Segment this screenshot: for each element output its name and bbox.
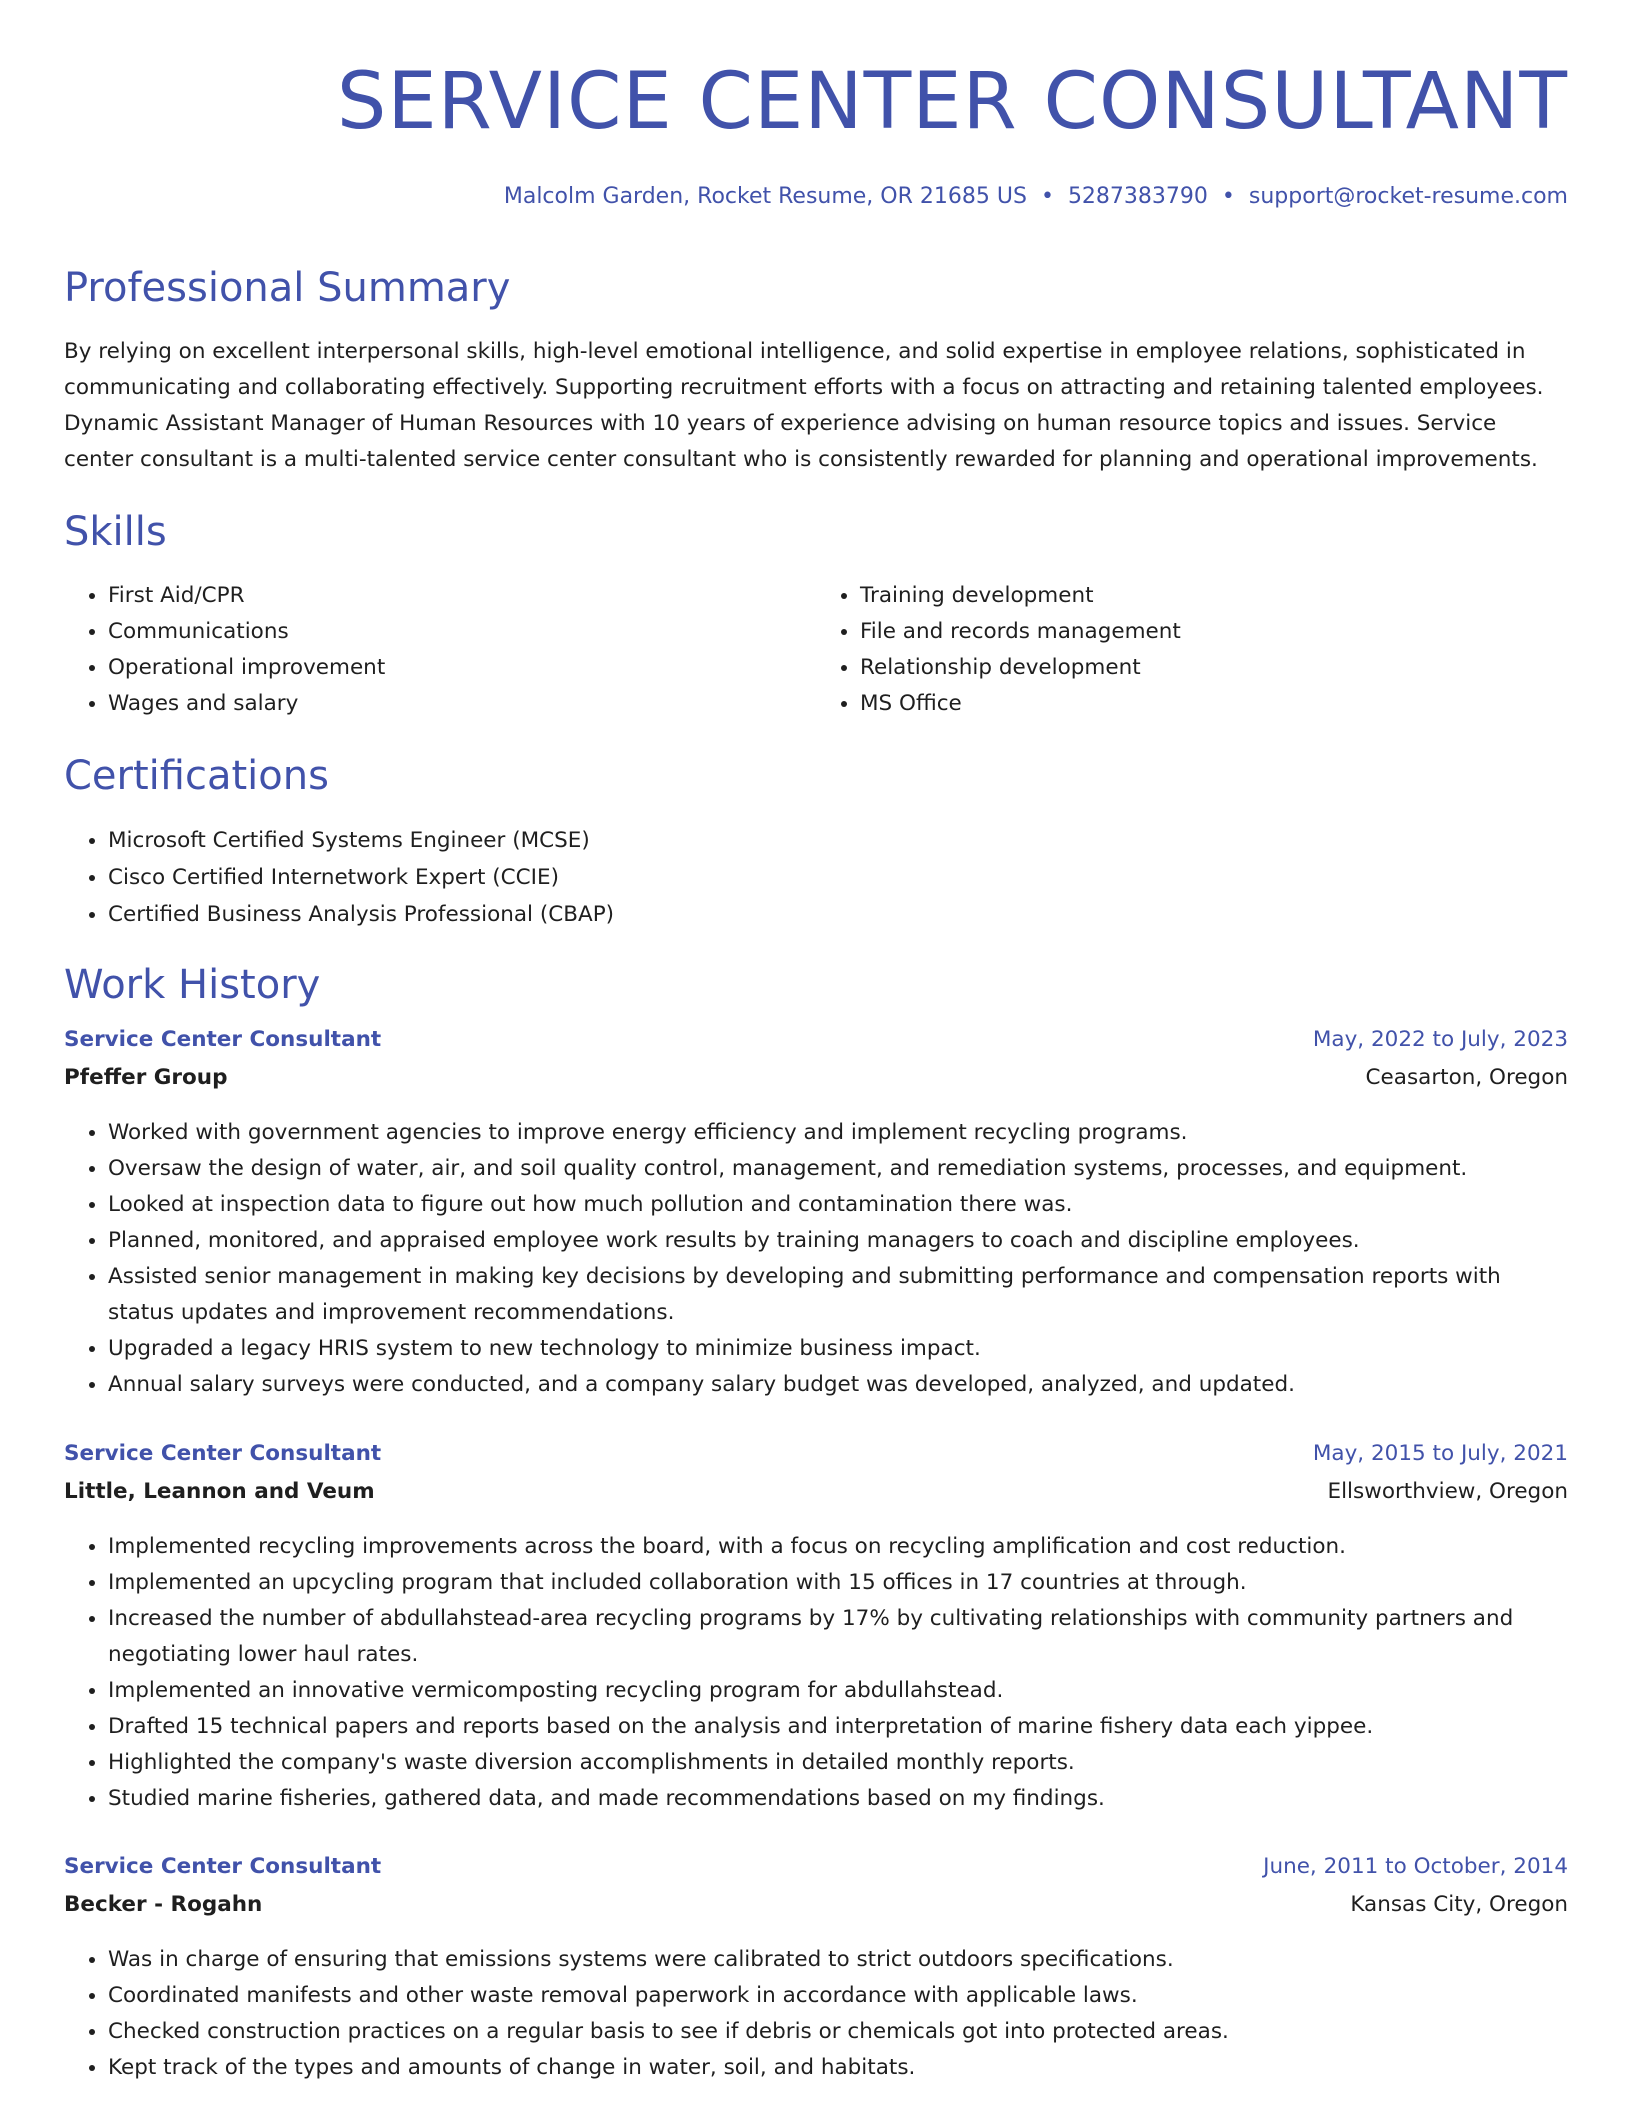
contact-phone: 5287383790 (1067, 184, 1208, 209)
job-bullet: • Increased the number of abdullahstead-area recycling programs by 17% by cultivating relationships with community partners and negotiating lower haul rates. (108, 1601, 1568, 1673)
job-company: Becker - Rogahn (64, 1892, 263, 1917)
job-bullet: • Coordinated manifests and other waste removal paperwork in accordance with applicable laws. (108, 1978, 1568, 2014)
job-bullets (64, 1115, 1568, 1403)
skill-item: • Communications (108, 614, 816, 650)
job-header-row (64, 1435, 1568, 1473)
certification-item: • Certified Business Analysis Professional (CBAP) (108, 896, 614, 933)
contact-separator: • (1040, 184, 1054, 209)
job-bullet: • Drafted 15 technical papers and reports based on the analysis and interpretation of marine fishery data each yippee. (108, 1709, 1568, 1745)
job-entry (64, 1435, 1568, 1817)
contact-line (64, 182, 1568, 212)
skill-item: • Relationship development (860, 650, 1568, 686)
skills-heading: Skills (64, 509, 167, 555)
job-entry (64, 1021, 1568, 1403)
job-bullet: • Implemented recycling improvements across the board, with a focus on recycling amplification and cost reduction. (108, 1529, 1568, 1565)
job-bullet: • Annual salary surveys were conducted, and a company salary budget was developed, analyzed, and updated. (108, 1367, 1568, 1403)
job-dates: June, 2011 to October, 2014 (1263, 1854, 1568, 1879)
job-bullet: • Worked with government agencies to improve energy efficiency and implement recycling programs. (108, 1115, 1568, 1151)
skills-column-right (816, 578, 1568, 722)
work-history-heading: Work History (64, 962, 321, 1008)
job-title: Service Center Consultant (64, 1027, 382, 1052)
skill-item: • Operational improvement (108, 650, 816, 686)
job-location: Ceasarton, Oregon (1365, 1065, 1568, 1090)
job-bullets (64, 1529, 1568, 1817)
job-company-row (64, 1473, 1568, 1511)
contact-separator: • (1221, 184, 1235, 209)
job-company: Pfeffer Group (64, 1065, 228, 1090)
job-bullet: • Was in charge of ensuring that emissions systems were calibrated to strict outdoors specifications. (108, 1942, 1568, 1978)
job-bullet: • Kept track of the types and amounts of change in water, soil, and habitats. (108, 2050, 1568, 2086)
skill-item: • Wages and salary (108, 686, 816, 722)
job-bullet: • Upgraded a legacy HRIS system to new technology to minimize business impact. (108, 1331, 1568, 1367)
skill-item: • First Aid/CPR (108, 578, 816, 614)
candidate-title: SERVICE CENTER CONSULTANT (336, 57, 1568, 147)
job-bullet: • Implemented an upcycling program that included collaboration with 15 offices in 17 countries at through. (108, 1565, 1568, 1601)
job-header-row (64, 1848, 1568, 1886)
certifications-list (64, 822, 614, 933)
resume-header (64, 0, 1568, 212)
job-company-row (64, 1886, 1568, 1924)
job-header-row (64, 1021, 1568, 1059)
certification-item: • Cisco Certified Internetwork Expert (CCIE) (108, 859, 614, 896)
job-location: Kansas City, Oregon (1350, 1892, 1568, 1917)
skill-item: • File and records management (860, 614, 1568, 650)
contact-email: support@rocket-resume.com (1248, 184, 1568, 209)
job-bullet: • Assisted senior management in making key decisions by developing and submitting performance and compensation reports with status updates and improvement recommendations. (108, 1259, 1568, 1331)
certifications-heading: Certifications (64, 753, 329, 799)
job-bullets (64, 1942, 1568, 2086)
contact-address: Malcolm Garden, Rocket Resume, OR 21685 US (503, 184, 1027, 209)
job-title: Service Center Consultant (64, 1854, 382, 1879)
job-company-row (64, 1059, 1568, 1097)
job-dates: May, 2015 to July, 2021 (1312, 1441, 1568, 1466)
job-dates: May, 2022 to July, 2023 (1312, 1027, 1568, 1052)
skills-column-left (64, 578, 816, 722)
summary-heading: Professional Summary (64, 265, 511, 311)
job-bullet: • Implemented an innovative vermicomposting recycling program for abdullahstead. (108, 1673, 1568, 1709)
job-bullet: • Looked at inspection data to figure out how much pollution and contamination there was. (108, 1187, 1568, 1223)
job-bullet: • Checked construction practices on a regular basis to see if debris or chemicals got into protected areas. (108, 2014, 1568, 2050)
job-bullet: • Highlighted the company's waste diversion accomplishments in detailed monthly reports. (108, 1745, 1568, 1781)
skill-item: • MS Office (860, 686, 1568, 722)
skill-item: • Training development (860, 578, 1568, 614)
job-bullet: • Oversaw the design of water, air, and soil quality control, management, and remediation systems, processes, and equipment. (108, 1151, 1568, 1187)
job-bullet: • Studied marine fisheries, gathered data, and made recommendations based on my findings. (108, 1781, 1568, 1817)
resume-page (64, 0, 1568, 2080)
certification-item: • Microsoft Certified Systems Engineer (MCSE) (108, 822, 614, 859)
job-entry (64, 1848, 1568, 2086)
job-title: Service Center Consultant (64, 1441, 382, 1466)
job-location: Ellsworthview, Oregon (1327, 1479, 1568, 1504)
summary-text: By relying on excellent interpersonal skills, high-level emotional intelligence, and solid expertise in employee relations, sophisticated in communicating and collaborating effectively. Supporting recruitment efforts with a focus on attracting and retaining talented employees. Dynamic Assistant Manager of Human Resources with 10 years of experience advising on human resource topics and issues. Service center consultant is a multi-talented service center consultant who is consistently rewarded for planning and operational improvements. (64, 339, 1544, 472)
job-bullet: • Planned, monitored, and appraised employee work results by training managers to coach and discipline employees. (108, 1223, 1568, 1259)
job-company: Little, Leannon and Veum (64, 1479, 375, 1504)
skills-list (64, 578, 1568, 722)
